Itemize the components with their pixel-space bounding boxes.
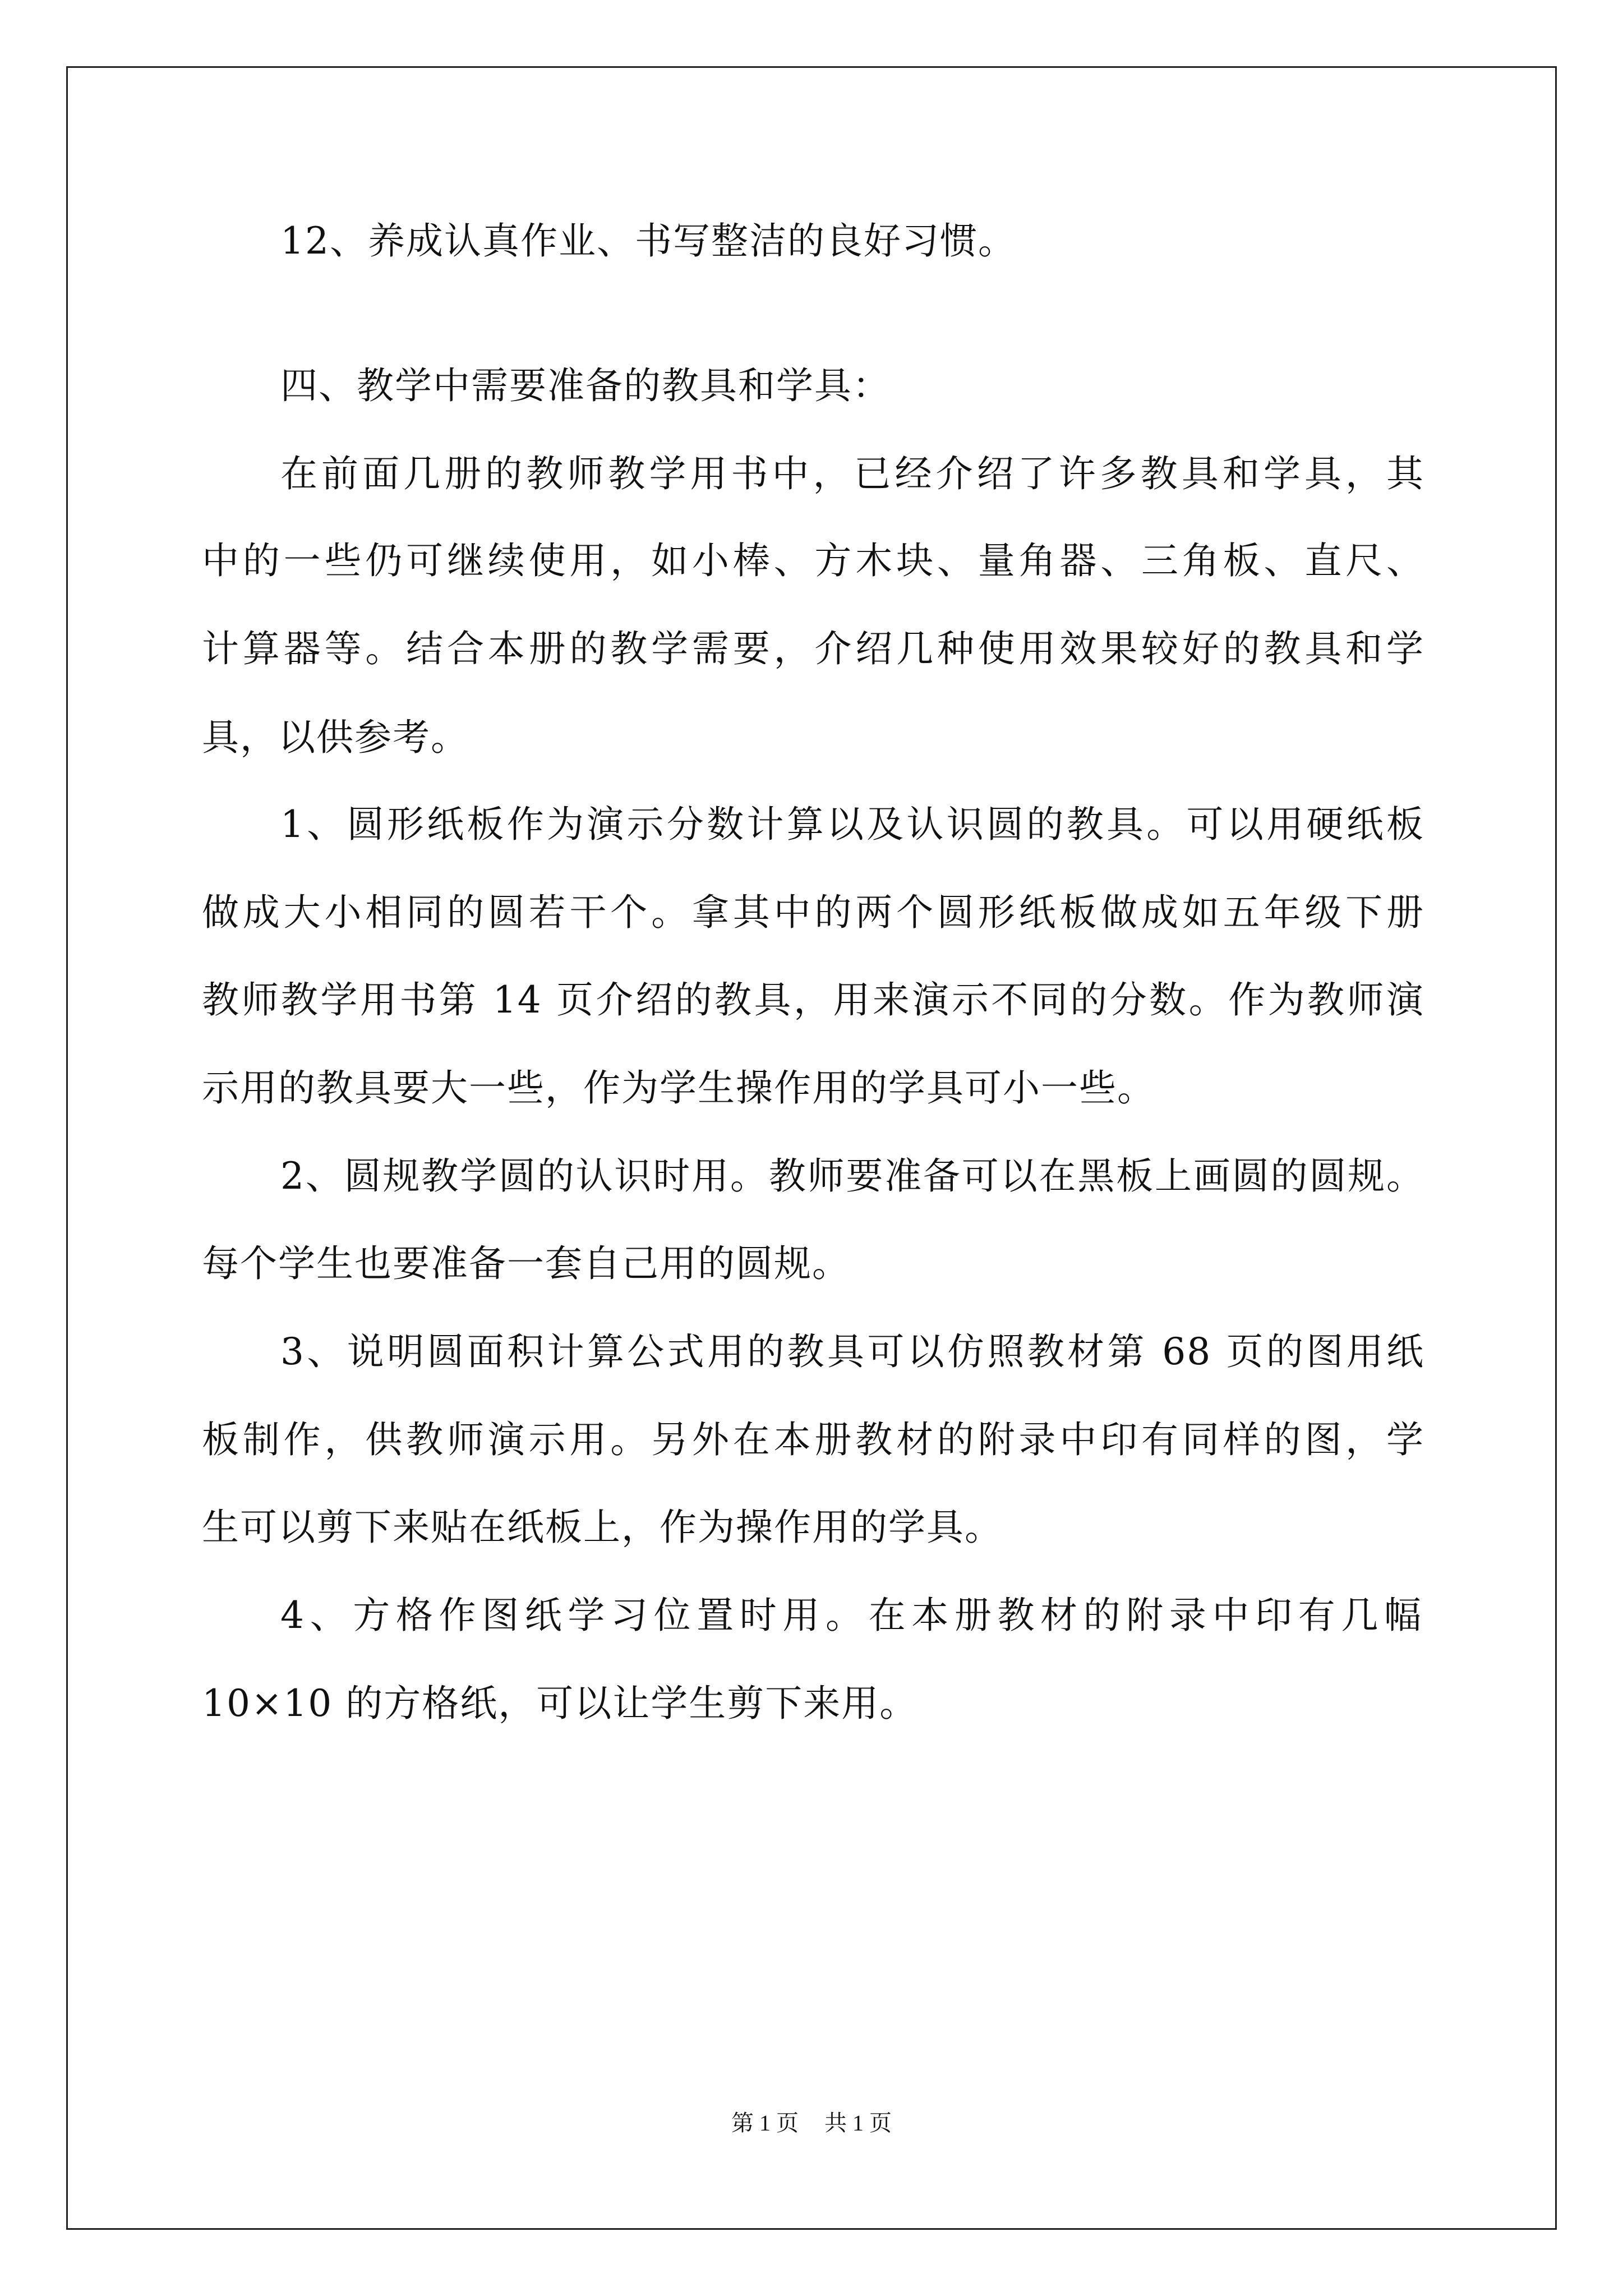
paragraph-line: 3、说明圆面积计算公式用的教具可以仿照教材第 68 页的图用纸 bbox=[280, 1330, 1424, 1373]
paragraph-line: 12、养成认真作业、书写整洁的良好习惯。 bbox=[280, 219, 1016, 263]
paragraph-line: 4、方格作图纸学习位置时用。在本册教材的附录中印有几幅 bbox=[280, 1594, 1424, 1637]
section-heading: 四、教学中需要准备的教具和学具： bbox=[280, 364, 891, 407]
paragraph-line: 示用的教具要大一些，作为学生操作用的学具可小一些。 bbox=[202, 1066, 1155, 1110]
page-total: 共 1 页 bbox=[824, 2110, 892, 2136]
paragraph-line: 在前面几册的教师教学用书中，已经介绍了许多教具和学具，其 bbox=[280, 452, 1424, 495]
paragraph-line: 做成大小相同的圆若干个。拿其中的两个圆形纸板做成如五年级下册 bbox=[202, 891, 1424, 934]
paragraph-line: 生可以剪下来贴在纸板上，作为操作用的学具。 bbox=[202, 1506, 1003, 1549]
paragraph-line: 中的一些仍可继续使用，如小棒、方木块、量角器、三角板、直尺、 bbox=[202, 539, 1424, 582]
paragraph-line: 每个学生也要准备一套自己用的圆规。 bbox=[202, 1242, 850, 1285]
paragraph-line: 教师教学用书第 14 页介绍的教具，用来演示不同的分数。作为教师演 bbox=[202, 978, 1424, 1022]
paragraph-line: 10×10 的方格纸，可以让学生剪下来用。 bbox=[202, 1682, 918, 1725]
page-footer bbox=[0, 2106, 1623, 2140]
paragraph-line: 计算器等。结合本册的教学需要，介绍几种使用效果较好的教具和学 bbox=[202, 627, 1424, 670]
paragraph-line: 板制作，供教师演示用。另外在本册教材的附录中印有同样的图，学 bbox=[202, 1418, 1424, 1461]
paragraph-line: 2、圆规教学圆的认识时用。教师要准备可以在黑板上画圆的圆规。 bbox=[280, 1154, 1424, 1198]
page-number: 第 1 页 bbox=[731, 2110, 799, 2136]
paragraph-line: 具，以供参考。 bbox=[202, 716, 469, 759]
paragraph-line: 1、圆形纸板作为演示分数计算以及认识圆的教具。可以用硬纸板 bbox=[280, 803, 1424, 846]
